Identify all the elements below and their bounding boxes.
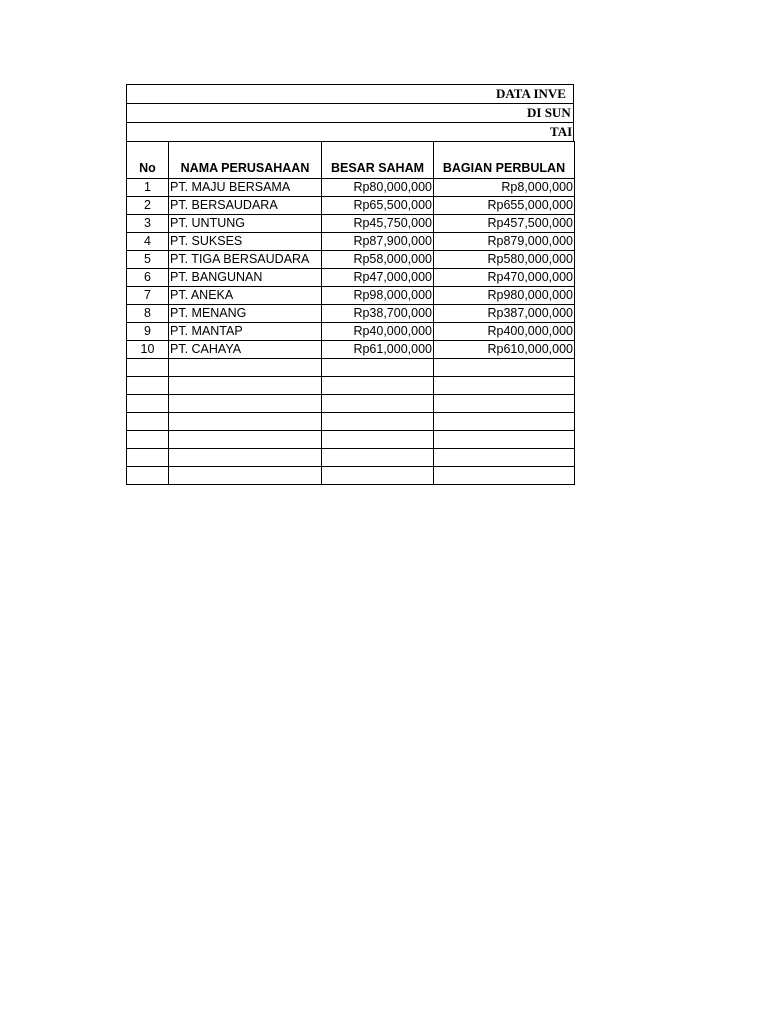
cell-bagian-perbulan[interactable]: Rp580,000,000: [434, 251, 575, 269]
cell-bagian-perbulan[interactable]: Rp470,000,000: [434, 269, 575, 287]
title-row-2: [126, 103, 574, 122]
cell-besar-saham[interactable]: Rp45,750,000: [322, 215, 434, 233]
table-row: [127, 287, 575, 305]
empty-cell[interactable]: [434, 413, 575, 431]
cell-besar-saham[interactable]: Rp58,000,000: [322, 251, 434, 269]
table-row: [127, 179, 575, 197]
cell-besar-saham[interactable]: Rp47,000,000: [322, 269, 434, 287]
empty-cell[interactable]: [127, 449, 169, 467]
cell-besar-saham[interactable]: Rp98,000,000: [322, 287, 434, 305]
empty-cell[interactable]: [169, 359, 322, 377]
empty-cell[interactable]: [434, 359, 575, 377]
cell-company-name[interactable]: PT. MENANG: [169, 305, 322, 323]
cell-bagian-perbulan[interactable]: Rp387,000,000: [434, 305, 575, 323]
cell-company-name[interactable]: PT. ANEKA: [169, 287, 322, 305]
empty-cell[interactable]: [434, 467, 575, 485]
cell-besar-saham[interactable]: Rp61,000,000: [322, 341, 434, 359]
spreadsheet-page: [126, 84, 574, 485]
empty-cell[interactable]: [434, 431, 575, 449]
cell-besar-saham[interactable]: Rp80,000,000: [322, 179, 434, 197]
cell-no[interactable]: 7: [127, 287, 169, 305]
cell-no[interactable]: 6: [127, 269, 169, 287]
header-bagian-perbulan: BAGIAN PERBULAN: [434, 142, 575, 179]
document-subtitle: DI SUN: [527, 105, 571, 120]
title-row-3: [126, 122, 574, 141]
header-besar-saham: BESAR SAHAM: [322, 142, 434, 179]
empty-cell[interactable]: [169, 431, 322, 449]
cell-no[interactable]: 2: [127, 197, 169, 215]
empty-cell[interactable]: [322, 413, 434, 431]
cell-no[interactable]: 10: [127, 341, 169, 359]
header-nama-perusahaan: NAMA PERUSAHAAN: [169, 142, 322, 179]
empty-cell[interactable]: [322, 377, 434, 395]
table-row: [127, 233, 575, 251]
cell-no[interactable]: 9: [127, 323, 169, 341]
empty-cell[interactable]: [169, 377, 322, 395]
empty-cell[interactable]: [169, 449, 322, 467]
empty-cell[interactable]: [169, 467, 322, 485]
empty-cell[interactable]: [127, 359, 169, 377]
cell-besar-saham[interactable]: Rp65,500,000: [322, 197, 434, 215]
cell-company-name[interactable]: PT. MAJU BERSAMA: [169, 179, 322, 197]
cell-company-name[interactable]: PT. BERSAUDARA: [169, 197, 322, 215]
table-row: [127, 305, 575, 323]
empty-cell[interactable]: [127, 395, 169, 413]
empty-cell[interactable]: [322, 431, 434, 449]
cell-besar-saham[interactable]: Rp40,000,000: [322, 323, 434, 341]
empty-cell[interactable]: [434, 449, 575, 467]
cell-company-name[interactable]: PT. TIGA BERSAUDARA: [169, 251, 322, 269]
empty-row: [127, 467, 575, 485]
empty-cell[interactable]: [169, 413, 322, 431]
investment-table: [126, 141, 575, 485]
empty-cell[interactable]: [127, 413, 169, 431]
title-row-1: [126, 84, 574, 103]
cell-company-name[interactable]: PT. SUKSES: [169, 233, 322, 251]
empty-row: [127, 449, 575, 467]
cell-company-name[interactable]: PT. BANGUNAN: [169, 269, 322, 287]
table-row: [127, 323, 575, 341]
empty-cell[interactable]: [127, 467, 169, 485]
document-year-line: TAI: [550, 124, 573, 139]
empty-cell[interactable]: [322, 395, 434, 413]
empty-row: [127, 395, 575, 413]
cell-besar-saham[interactable]: Rp87,900,000: [322, 233, 434, 251]
cell-bagian-perbulan[interactable]: Rp457,500,000: [434, 215, 575, 233]
cell-no[interactable]: 8: [127, 305, 169, 323]
cell-bagian-perbulan[interactable]: Rp655,000,000: [434, 197, 575, 215]
header-no: No: [127, 142, 169, 179]
cell-no[interactable]: 5: [127, 251, 169, 269]
table-row: [127, 215, 575, 233]
table-row: [127, 197, 575, 215]
table-header-row: [127, 142, 575, 179]
empty-row: [127, 431, 575, 449]
empty-cell[interactable]: [434, 395, 575, 413]
empty-row: [127, 377, 575, 395]
table-row: [127, 341, 575, 359]
empty-row: [127, 359, 575, 377]
empty-cell[interactable]: [322, 467, 434, 485]
table-row: [127, 251, 575, 269]
cell-no[interactable]: 4: [127, 233, 169, 251]
empty-cell[interactable]: [127, 431, 169, 449]
empty-cell[interactable]: [322, 449, 434, 467]
empty-cell[interactable]: [322, 359, 434, 377]
cell-bagian-perbulan[interactable]: Rp879,000,000: [434, 233, 575, 251]
cell-no[interactable]: 1: [127, 179, 169, 197]
cell-bagian-perbulan[interactable]: Rp980,000,000: [434, 287, 575, 305]
cell-bagian-perbulan[interactable]: Rp400,000,000: [434, 323, 575, 341]
cell-company-name[interactable]: PT. CAHAYA: [169, 341, 322, 359]
cell-besar-saham[interactable]: Rp38,700,000: [322, 305, 434, 323]
cell-bagian-perbulan[interactable]: Rp8,000,000: [434, 179, 575, 197]
table-row: [127, 269, 575, 287]
document-title: DATA INVE: [496, 86, 566, 101]
empty-cell[interactable]: [127, 377, 169, 395]
cell-company-name[interactable]: PT. UNTUNG: [169, 215, 322, 233]
empty-row: [127, 413, 575, 431]
cell-no[interactable]: 3: [127, 215, 169, 233]
empty-cell[interactable]: [434, 377, 575, 395]
empty-cell[interactable]: [169, 395, 322, 413]
cell-company-name[interactable]: PT. MANTAP: [169, 323, 322, 341]
cell-bagian-perbulan[interactable]: Rp610,000,000: [434, 341, 575, 359]
